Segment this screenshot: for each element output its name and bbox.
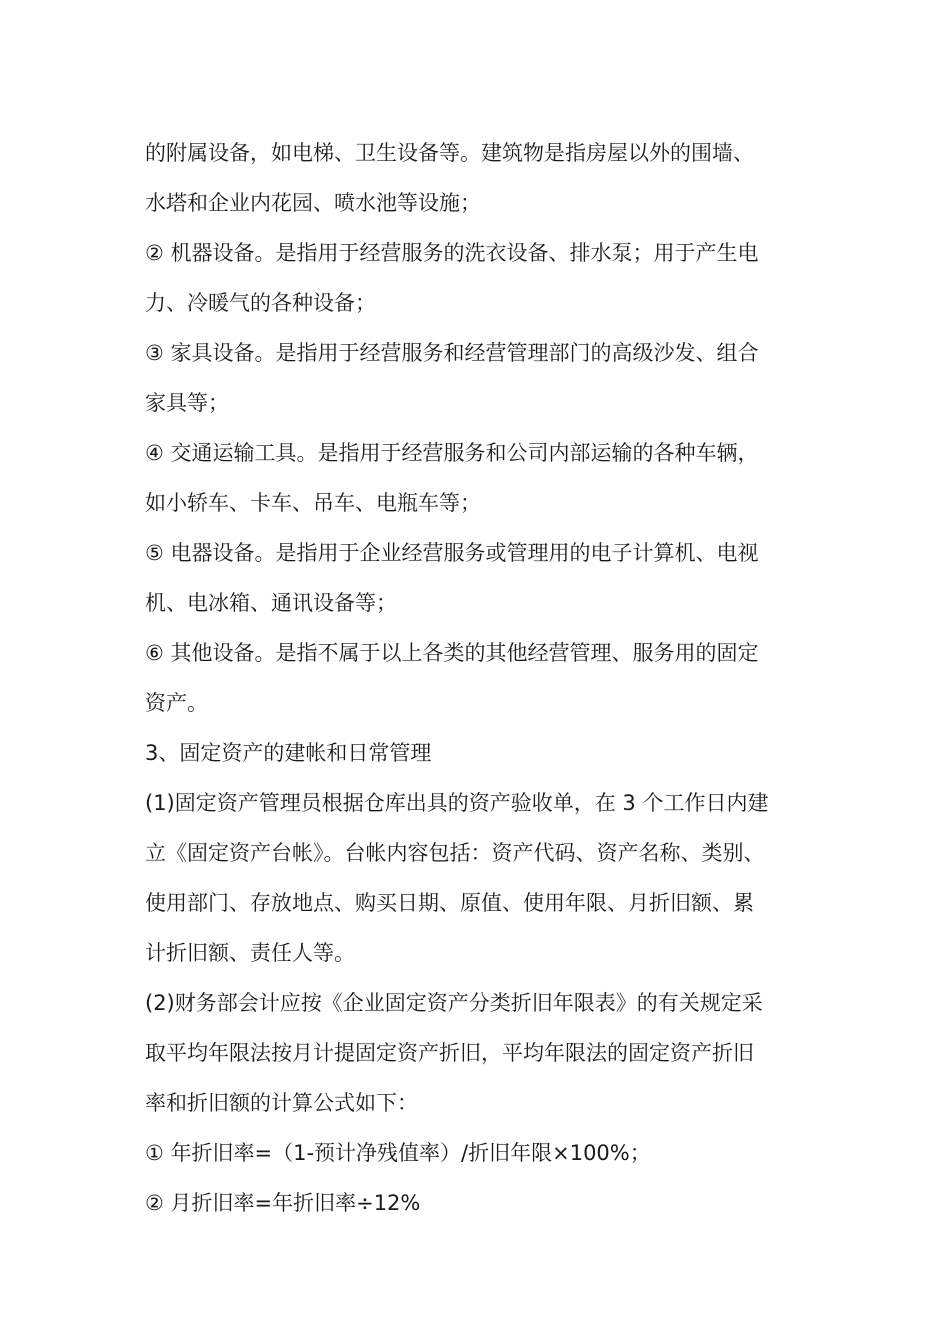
text-line: 机、电冰箱、通讯设备等； — [145, 591, 397, 615]
text-line: 使用部门、存放地点、购买日期、原值、使用年限、月折旧额、累 — [145, 891, 754, 915]
text-line: 的附属设备，如电梯、卫生设备等。建筑物是指房屋以外的围墙、 — [145, 141, 754, 165]
text-line: 资产。 — [145, 691, 208, 715]
text-line: 取平均年限法按月计提固定资产折旧，平均年限法的固定资产折旧 — [145, 1041, 754, 1065]
text-line: (1)固定资产管理员根据仓库出具的资产验收单，在 3 个工作日内建 — [145, 791, 769, 815]
section-heading: 3、固定资产的建帐和日常管理 — [145, 741, 432, 765]
formula-line: ① 年折旧率=（1-预计净残值率）/折旧年限×100%； — [145, 1141, 651, 1165]
text-line: 家具等； — [145, 391, 229, 415]
text-line: ⑥ 其他设备。是指不属于以上各类的其他经营管理、服务用的固定 — [145, 641, 759, 665]
text-line: 力、冷暖气的各种设备； — [145, 291, 376, 315]
text-line: ② 机器设备。是指用于经营服务的洗衣设备、排水泵；用于产生电 — [145, 241, 759, 265]
text-line: (2)财务部会计应按《企业固定资产分类折旧年限表》的有关规定采 — [145, 991, 763, 1015]
text-line: 如小轿车、卡车、吊车、电瓶车等； — [145, 491, 481, 515]
formula-line: ② 月折旧率=年折旧率÷12% — [145, 1191, 421, 1215]
text-line: 率和折旧额的计算公式如下： — [145, 1091, 418, 1115]
text-line: 计折旧额、责任人等。 — [145, 941, 355, 965]
text-line: ⑤ 电器设备。是指用于企业经营服务或管理用的电子计算机、电视 — [145, 541, 759, 565]
text-line: 水塔和企业内花园、喷水池等设施； — [145, 191, 481, 215]
text-line: 立《固定资产台帐》。台帐内容包括：资产代码、资产名称、类别、 — [145, 841, 765, 865]
document-body — [145, 128, 815, 1228]
text-line: ③ 家具设备。是指用于经营服务和经营管理部门的高级沙发、组合 — [145, 341, 759, 365]
text-line: ④ 交通运输工具。是指用于经营服务和公司内部运输的各种车辆， — [145, 441, 759, 465]
